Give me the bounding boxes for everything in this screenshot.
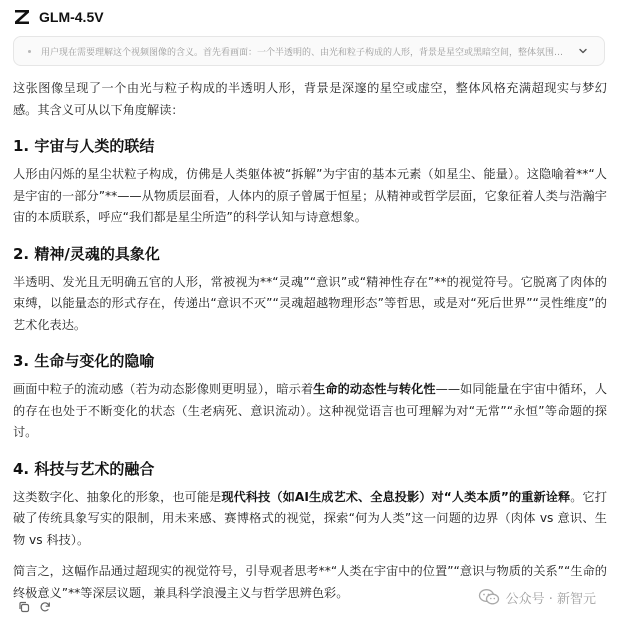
watermark-text: 公众号 · 新智元 — [505, 591, 596, 607]
model-title: GLM-4.5V — [39, 9, 104, 25]
copy-icon[interactable] — [17, 600, 31, 614]
section-heading: 3. 生命与变化的隐喻 — [13, 352, 155, 370]
header-bar — [0, 0, 618, 34]
z-logo-icon — [13, 8, 31, 26]
bold-phrase: 现代科技（如AI生成艺术、全息投影）对“人类本质”的重新诠释 — [221, 489, 571, 504]
intro-paragraph: 这张图像呈现了一个由光与粒子构成的半透明人形，背景是深邃的星空或虚空，整体风格充满超现实与梦幻感。其含义可从以下角度解读： — [13, 81, 607, 117]
refresh-icon[interactable] — [38, 600, 52, 614]
answer-body — [13, 78, 607, 604]
paragraph-text: 。它打破了传统具象写实的限制，用未来感、赛博格式的视觉，探索“何为人类”这一问题的边界（肉体 vs 意识、生物 vs 科技）。 — [13, 489, 607, 547]
paragraph-text: ——如同能量在宇宙中循环，人的存在也处于不断变化的状态（生老病死、意识流动）。这种视觉语言也可理解为对“无常”“永恒”等命题的探讨。 — [13, 382, 608, 439]
wechat-icon — [478, 588, 500, 606]
conclusion-paragraph: 简言之，这幅作品通过超现实的视觉符号，引导观者思考**“人类在宇宙中的位置”“意识与物质的关系”“生命的终极意义”**等深层议题，兼具科学浪漫主义与哲学思辨色彩。 — [13, 564, 607, 600]
section-paragraph — [13, 379, 607, 444]
section-paragraph: 人形由闪烁的星尘状粒子构成，仿佛是人类躯体被“拆解”为宇宙的基本元素（如星尘、能量）。这隐喻着**“人是宇宙的一部分”**——从物质层面看，人体内的原子曾属于恒星；从精神或哲学层面，它象征着人类与浩瀚宇宙的本质联系，呼应“我们都是星尘所造”的科学认知与诗意想象。 — [13, 167, 607, 224]
bold-phrase: 生命的动态性与转化性 — [313, 382, 436, 396]
thinking-preview: 用户现在需要理解这个视频图像的含义。首先看画面：一个半透明的、由光和粒子构成的人形，背景是星空或黑暗空间，整体氛围… — [41, 47, 564, 58]
section-heading: 2. 精神/灵魂的具象化 — [13, 244, 160, 263]
paragraph-text: 这类数字化、抽象化的形象，也可能是 — [13, 489, 222, 504]
section-heading: 4. 科技与艺术的融合 — [13, 459, 155, 478]
thinking-collapsible[interactable] — [13, 36, 605, 66]
section-paragraph: 半透明、发光且无明确五官的人形，常被视为**“灵魂”“意识”或“精神性存在”**的视觉符号。它脱离了肉体的束缚，以能量态的形式存在，传递出“意识不灭”“灵魂超越物理形态”等哲思，或是对“死后世界”“灵性维度”的艺术化表达。 — [13, 274, 607, 332]
chevron-down-icon[interactable] — [576, 44, 590, 58]
watermark — [478, 585, 596, 609]
section-heading: 1. 宇宙与人类的联结 — [13, 137, 155, 155]
bullet-dot-icon — [28, 50, 31, 53]
paragraph-text: 画面中粒子的流动感（若为动态影像则更明显），暗示着 — [13, 382, 314, 396]
section-paragraph — [13, 487, 607, 552]
